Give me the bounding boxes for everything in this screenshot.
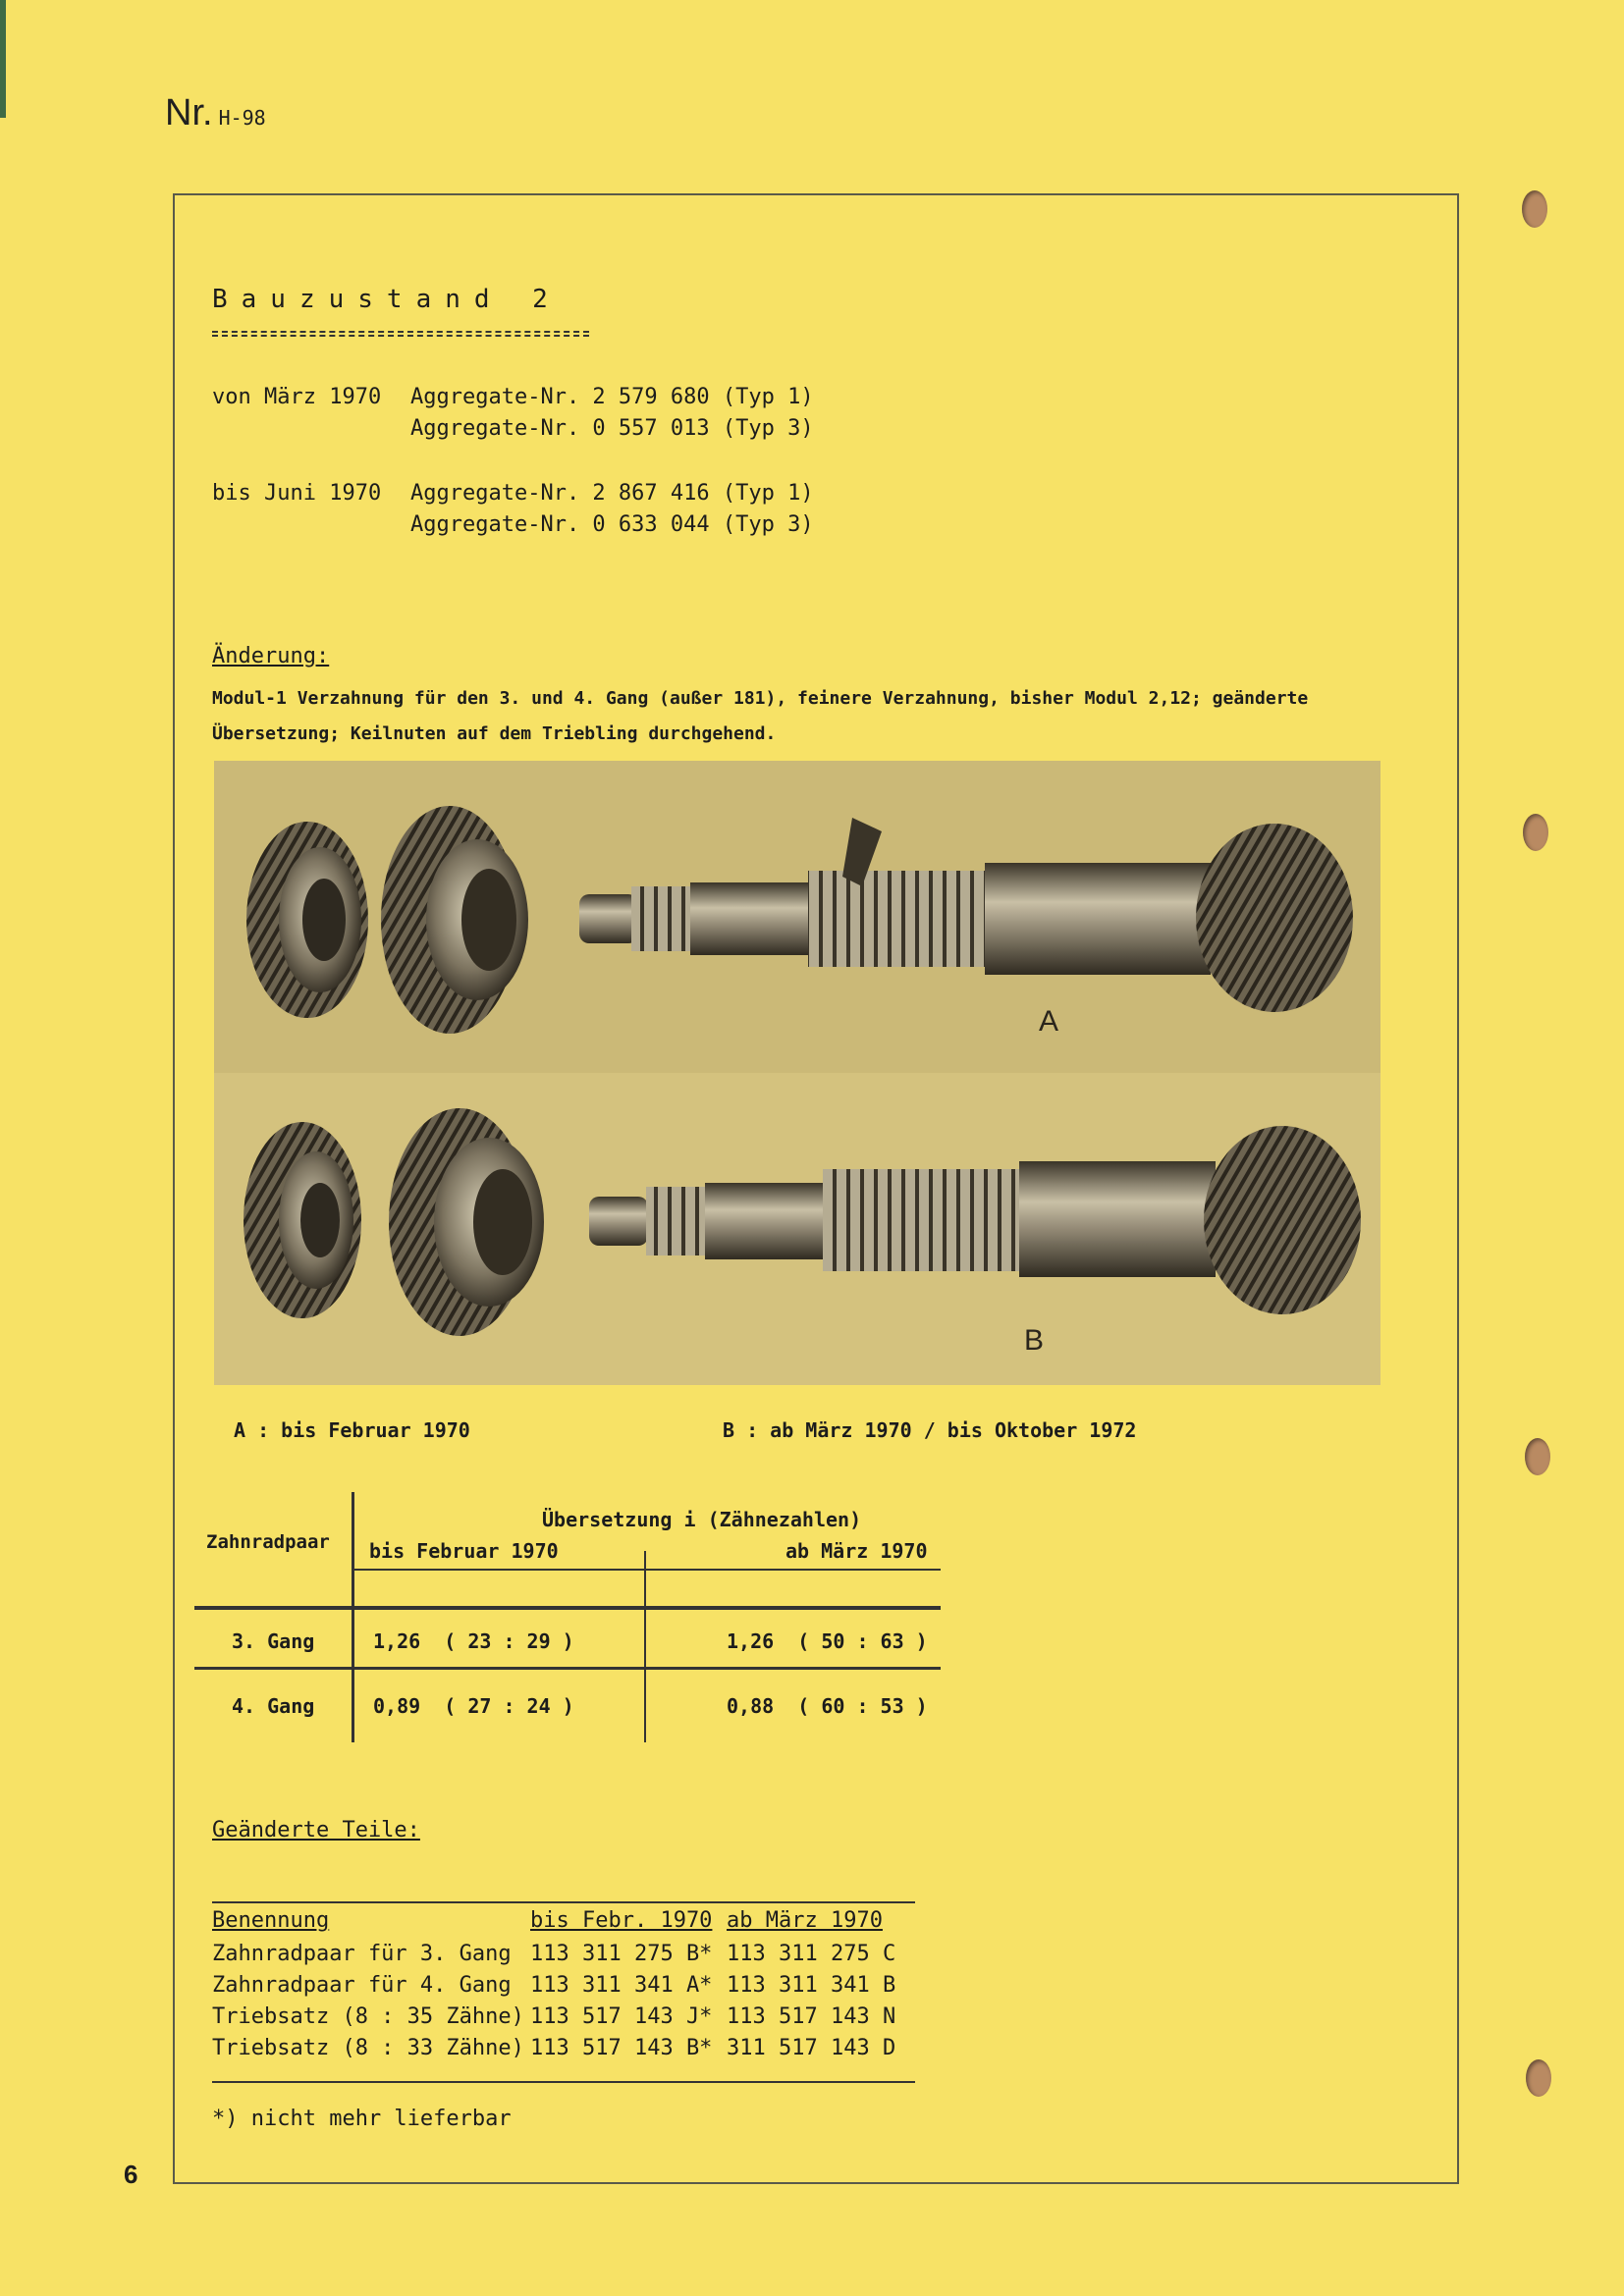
change-text-line2: Übersetzung; Keilnuten auf dem Triebling durchgehend.: [212, 723, 777, 744]
range-line: Aggregate-Nr. 0 633 044 (Typ 3): [410, 512, 814, 537]
document-number: [165, 92, 266, 134]
parts-row-after: 311 517 143 D: [727, 2036, 896, 2060]
range-label-from: von März 1970: [212, 385, 382, 409]
parts-footnote: *) nicht mehr lieferbar: [212, 2107, 512, 2131]
ratio-row-pair: 3. Gang: [232, 1629, 315, 1653]
ratio-table-hline-header: [194, 1606, 941, 1610]
nr-value: H-98: [218, 106, 266, 130]
section-title: Bauzustand 2: [212, 285, 562, 314]
range-line: Aggregate-Nr. 0 557 013 (Typ 3): [410, 416, 814, 441]
ratio-table-hline-sub: [352, 1569, 941, 1571]
punch-hole-1: [1522, 190, 1547, 228]
range-line: Aggregate-Nr. 2 579 680 (Typ 1): [410, 385, 814, 409]
parts-row-before: 113 517 143 B*: [530, 2036, 713, 2060]
photo-label-a: A: [1039, 1005, 1059, 1038]
parts-row-name: Zahnradpaar für 4. Gang: [212, 1973, 512, 1998]
ratio-table-vline-mid: [644, 1551, 646, 1742]
range-label-to: bis Juni 1970: [212, 481, 382, 506]
gear-photo: [214, 761, 1380, 1385]
ratio-row-after: 1,26 ( 50 : 63 ): [727, 1629, 928, 1653]
ratio-col-pair: Zahnradpaar: [206, 1531, 330, 1553]
parts-table-top-line: [212, 1901, 915, 1903]
parts-row-after: 113 517 143 N: [727, 2004, 896, 2029]
parts-row-after: 113 311 275 C: [727, 1942, 896, 1966]
parts-row-after: 113 311 341 B: [727, 1973, 896, 1998]
ratio-row-pair: 4. Gang: [232, 1694, 315, 1718]
page-number: 6: [124, 2160, 138, 2189]
ratio-group-header: Übersetzung i (Zähnezahlen): [542, 1508, 862, 1531]
ratio-col-before: bis Februar 1970: [369, 1539, 559, 1563]
photo-label-b: B: [1024, 1324, 1045, 1357]
change-heading: Änderung:: [212, 644, 330, 668]
page-edge-strip: [0, 0, 6, 118]
parts-header-before: bis Febr. 1970: [530, 1908, 713, 1933]
ratio-table-hline-row: [194, 1667, 941, 1670]
ratio-col-after: ab März 1970: [785, 1539, 928, 1563]
punch-hole-2: [1523, 814, 1548, 851]
caption-b: B : ab März 1970 / bis Oktober 1972: [723, 1418, 1137, 1442]
parts-header-name: Benennung: [212, 1908, 330, 1933]
parts-row-name: Triebsatz (8 : 33 Zähne): [212, 2036, 524, 2060]
parts-row-before: 113 517 143 J*: [530, 2004, 713, 2029]
gear-small-b: [244, 1122, 361, 1318]
parts-table-bottom-line: [212, 2081, 915, 2083]
ratio-table-vline-left: [352, 1492, 354, 1742]
parts-header-after: ab März 1970: [727, 1908, 883, 1933]
punch-hole-3: [1525, 1438, 1550, 1475]
parts-row-before: 113 311 275 B*: [530, 1942, 713, 1966]
gear-small-a: [246, 822, 368, 1018]
parts-row-before: 113 311 341 A*: [530, 1973, 713, 1998]
ratio-row-after: 0,88 ( 60 : 53 ): [727, 1694, 928, 1718]
nr-label: Nr.: [165, 92, 213, 133]
ratio-row-before: 0,89 ( 27 : 24 ): [373, 1694, 574, 1718]
title-underline: [212, 331, 589, 337]
range-line: Aggregate-Nr. 2 867 416 (Typ 1): [410, 481, 814, 506]
parts-row-name: Triebsatz (8 : 35 Zähne): [212, 2004, 524, 2029]
parts-row-name: Zahnradpaar für 3. Gang: [212, 1942, 512, 1966]
parts-heading: Geänderte Teile:: [212, 1818, 420, 1842]
change-text-line1: Modul-1 Verzahnung für den 3. und 4. Gang (außer 181), feinere Verzahnung, bisher Modul 2,12; geänderte: [212, 688, 1309, 709]
ratio-row-before: 1,26 ( 23 : 29 ): [373, 1629, 574, 1653]
punch-hole-4: [1526, 2059, 1551, 2097]
caption-a: A : bis Februar 1970: [234, 1418, 470, 1442]
